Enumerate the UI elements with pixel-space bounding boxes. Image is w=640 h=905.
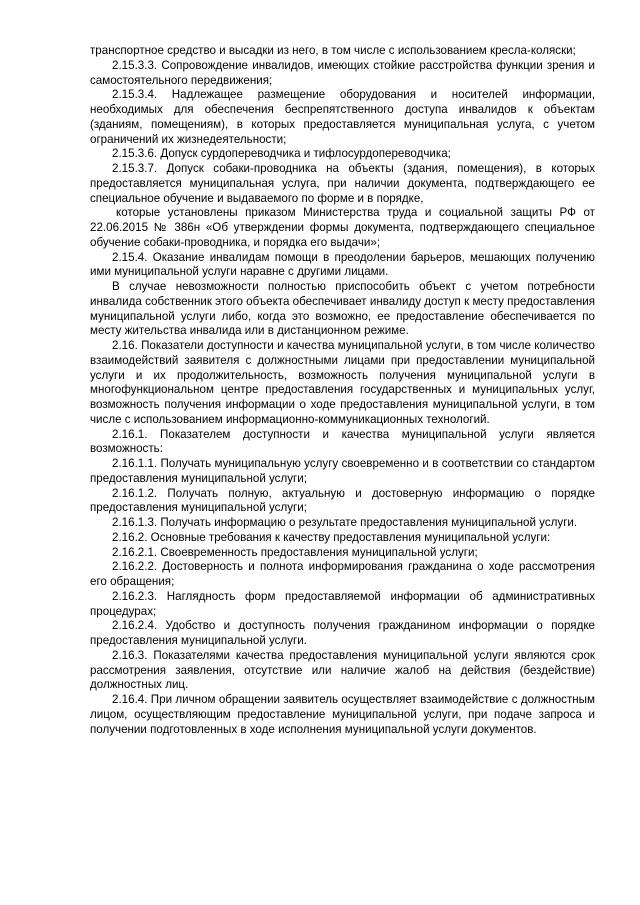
paragraph-2-16-2-4: 2.16.2.4. Удобство и доступность получения гражданином информации о порядке предоставления муниципальной услуги. — [90, 619, 595, 647]
paragraph-2-16-2-2: 2.16.2.2. Достоверность и полнота информирования гражданина о ходе рассмотрения его обращения; — [90, 560, 595, 588]
paragraph-2-16-1-2: 2.16.1.2. Получать полную, актуальную и достоверную информацию о порядке предоставления муниципальной услуги; — [90, 486, 595, 515]
paragraph-2-16-3: 2.16.3. Показателями качества предоставления муниципальной услуги являются срок рассмотрения заявления, отсутствие или наличие жалоб на действия (бездействие) должностных лиц. — [90, 648, 595, 692]
paragraph-2-16-2-3: 2.16.2.3. Наглядность форм предоставляемой информации об административных процедурах; — [90, 589, 595, 618]
paragraph-2-16: 2.16. Показатели доступности и качества муниципальной услуги, в том числе количество взаимодействий заявителя с должностными лицами при предоставлении муниципальной услуги и их продолжительность, возможность получения муниципальной услуги в многофункциональном центре предоставления государственных и муниципальных услуг, возможность получения информации о ходе предоставления муниципальной услуги, в том числе с использованием информационно-коммуникационных технологий. — [90, 339, 595, 426]
paragraph-2-15-3-3: 2.15.3.3. Сопровождение инвалидов, имеющих стойкие расстройства функции зрения и самостоятельного передвижения; — [90, 58, 595, 87]
paragraph-2-16-2: 2.16.2. Основные требования к качеству предоставления муниципальной услуги: — [112, 530, 551, 544]
document-page — [90, 44, 595, 737]
paragraph-accessibility-case: В случае невозможности полностью приспособить объект с учетом потребности инвалида собственник этого объекта обеспечивает инвалиду доступ к месту предоставления муниципальной услуги либо, когда это возможно, ее предоставление обеспечивается по месту жительства инвалида или в дистанционном режиме. — [90, 280, 595, 338]
paragraph-continuation: транспортное средство и высадки из него, в том числе с использованием кресла-коляски; — [90, 44, 576, 57]
paragraph-2-16-1: 2.16.1. Показателем доступности и качества муниципальной услуги является возможность: — [90, 427, 595, 456]
paragraph-2-15-3-6: 2.15.3.6. Допуск сурдопереводчика и тифлосурдопереводчика; — [112, 147, 451, 161]
paragraph-2-15-4: 2.15.4. Оказание инвалидам помощи в преодолении барьеров, мешающих получению ими муниципальной услуги наравне с другими лицами. — [90, 250, 595, 279]
paragraph-2-16-4: 2.16.4. При личном обращении заявитель осуществляет взаимодействие с должностным лицом, осуществляющим предоставление муниципальной услуги, при подаче запроса и получении подготовленных в ходе исполнения муниципальной услуги документов. — [90, 693, 595, 736]
paragraph-2-15-3-4: 2.15.3.4. Надлежащее размещение оборудования и носителей информации, необходимых для обеспечения беспрепятственного доступа инвалидов к объектам (зданиям, помещениям), в которых предоставляется муниципальная услуга, с учетом ограничений их жизнедеятельности; — [90, 88, 595, 146]
paragraph-2-15-3-7: 2.15.3.7. Допуск собаки-проводника на объекты (здания, помещения), в которых предоставляется муниципальная услуга, при наличии документа, подтверждающего ее специальное обучение и выдаваемого по форме и в порядке, — [90, 162, 595, 205]
paragraph-2-16-2-1: 2.16.2.1. Своевременность предоставления муниципальной услуги; — [112, 545, 478, 559]
paragraph-2-16-1-1: 2.16.1.1. Получать муниципальную услугу своевременно и в соответствии со стандартом предоставления муниципальной услуги; — [90, 457, 595, 485]
paragraph-2-16-1-3: 2.16.1.3. Получать информацию о результате предоставления муниципальной услуги. — [112, 516, 578, 529]
paragraph-2-15-3-7-cont: которые установлены приказом Министерства труда и социальной защиты РФ от 22.06.2015 № 386н «Об утверждении формы документа, подтверждающего специальное обучение собаки-проводника, и порядка его выдачи»; — [90, 206, 595, 249]
